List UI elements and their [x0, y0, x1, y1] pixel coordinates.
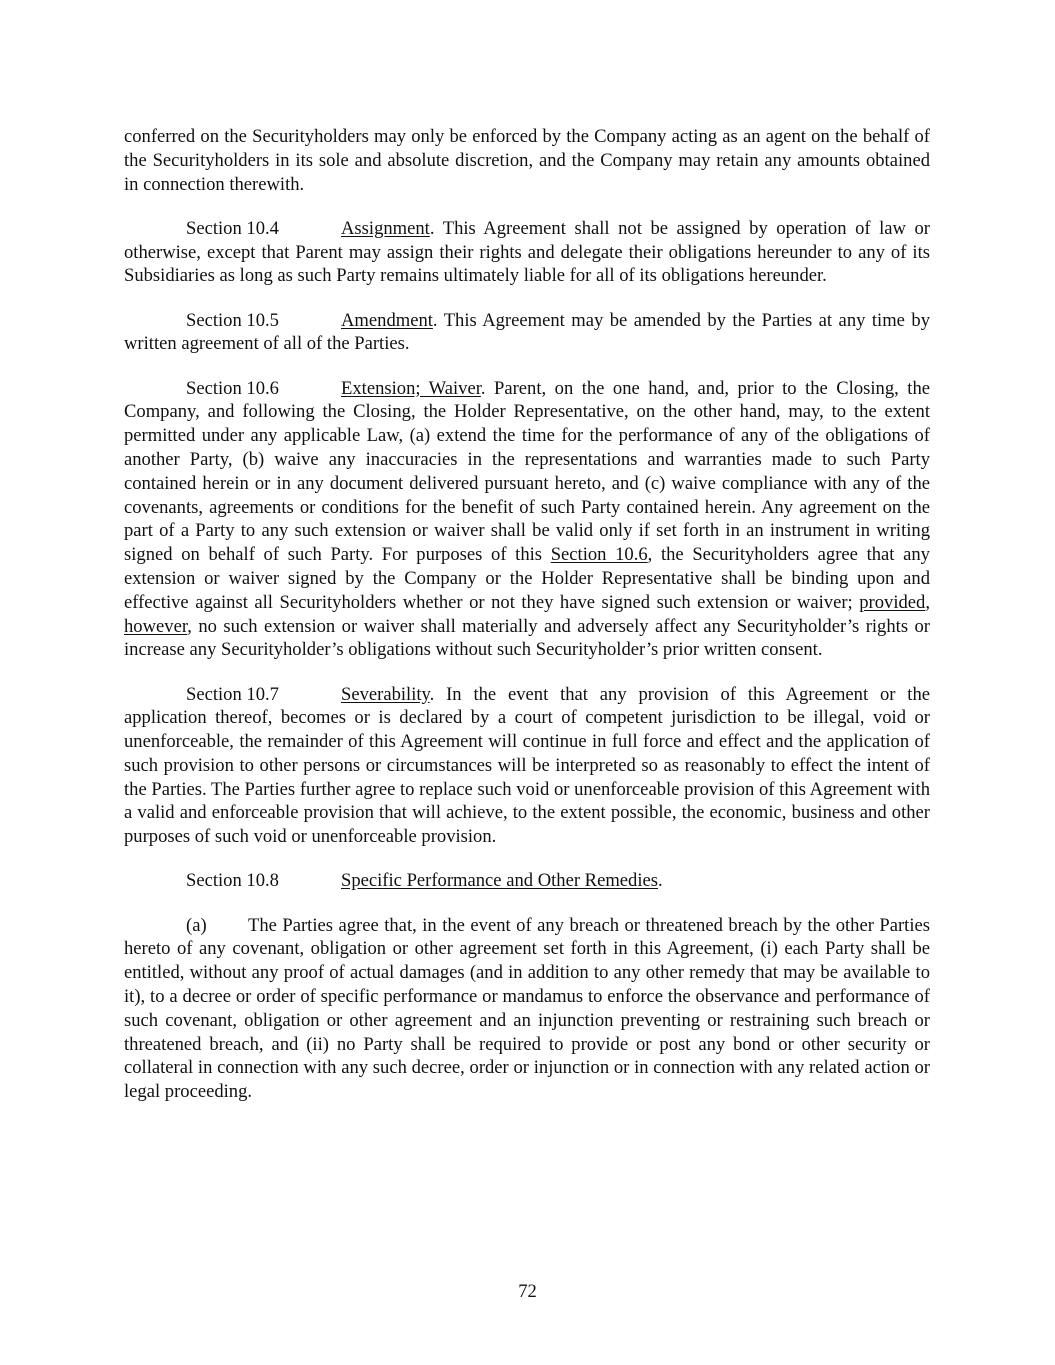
subsection-label: (a): [186, 914, 207, 936]
section-10-4-paragraph: [124, 217, 930, 288]
section-heading: Assignment: [341, 217, 430, 239]
section-number: Section 10.5: [186, 309, 279, 331]
section-10-7-paragraph: [124, 683, 930, 850]
section-body: . This Agreement may be amended by the Parties at any time by written agreement of all of the Parties.: [124, 309, 930, 355]
section-heading: Specific Performance and Other Remedies: [341, 870, 659, 892]
document-page: [124, 125, 930, 1124]
section-body: .: [658, 870, 663, 892]
section-heading: Severability: [341, 683, 430, 705]
however-term: however: [124, 615, 188, 637]
section-number: Section 10.6: [186, 377, 279, 399]
section-10-8-a-paragraph: [124, 914, 930, 1104]
section-body: , no such extension or waiver shall materially and adversely affect any Securityholder’s rights or increase any Securityholder’s obligations without such Securityholder’s prior written consent.: [124, 615, 930, 661]
section-cross-reference: Section 10.6: [550, 544, 648, 566]
section-number: Section 10.4: [186, 217, 279, 239]
section-body: , the Securityholders agree that any extension or waiver signed by the Company or the Holder Representative shall be binding upon and effective against all Securityholders whether or not they have signed such extension or waiver;: [124, 544, 930, 613]
section-10-8-paragraph: [124, 869, 930, 893]
provided-term: provided: [859, 591, 926, 613]
section-heading: Amendment: [341, 309, 433, 331]
section-body: . This Agreement shall not be assigned by operation of law or otherwise, except that Parent may assign their rights and delegate their obligations hereunder to any of its Subsidiaries as long as such Party remains ultimately liable for all of its obligations hereunder.: [124, 217, 930, 287]
section-10-6-paragraph: [124, 377, 930, 663]
section-heading: Extension; Waiver: [341, 377, 481, 399]
section-body: . Parent, on the one hand, and, prior to the Closing, the Company, and following the Closing, the Holder Representative, on the other hand, may, to the extent permitted under any applicable Law, (a) extend the time for the performance of any of the obligations of another Party, (b) waive any inaccuracies in the representations and warranties made to such Party contained herein or in any document delivered pursuant hereto, and (c) waive compliance with any of the covenants, agreements or conditions for the benefit of such Party contained herein. Any agreement on the part of a Party to any such extension or waiver shall be valid only if set forth in an instrument in writing signed on behalf of such Party. For purposes of this: [124, 377, 930, 566]
section-number: Section 10.7: [186, 683, 279, 705]
intro-paragraph: conferred on the Securityholders may only be enforced by the Company acting as an agent on the behalf of the Securityholders in its sole and absolute discretion, and the Company may retain any amounts obtained in connection therewith.: [124, 126, 930, 195]
section-10-5-paragraph: [124, 309, 930, 357]
separator: ,: [925, 591, 930, 613]
section-body: . In the event that any provision of this Agreement or the application thereof, becomes or is declared by a court of competent jurisdiction to be illegal, void or unenforceable, the remainder of this Agreement will continue in full force and effect and the application of such provision to other persons or circumstances will be interpreted so as reasonably to effect the intent of the Parties. The Parties further agree to replace such void or unenforceable provision of this Agreement with a valid and enforceable provision that will achieve, to the extent possible, the economic, business and other purposes of such void or unenforceable provision.: [124, 683, 930, 848]
page-number: 72: [518, 1281, 537, 1302]
section-number: Section 10.8: [186, 870, 279, 892]
section-body: The Parties agree that, in the event of any breach or threatened breach by the other Parties hereto of any covenant, obligation or other agreement set forth in this Agreement, (i) each Party shall be entitled, without any proof of actual damages (and in addition to any other remedy that may be available to it), to a decree or order of specific performance or mandamus to enforce the observance and performance of such covenant, obligation or other agreement and an injunction preventing or restraining such breach or threatened breach, and (ii) no Party shall be required to provide or post any bond or other security or collateral in connection with any such decree, order or injunction or in connection with any related action or legal proceeding.: [124, 914, 930, 1103]
